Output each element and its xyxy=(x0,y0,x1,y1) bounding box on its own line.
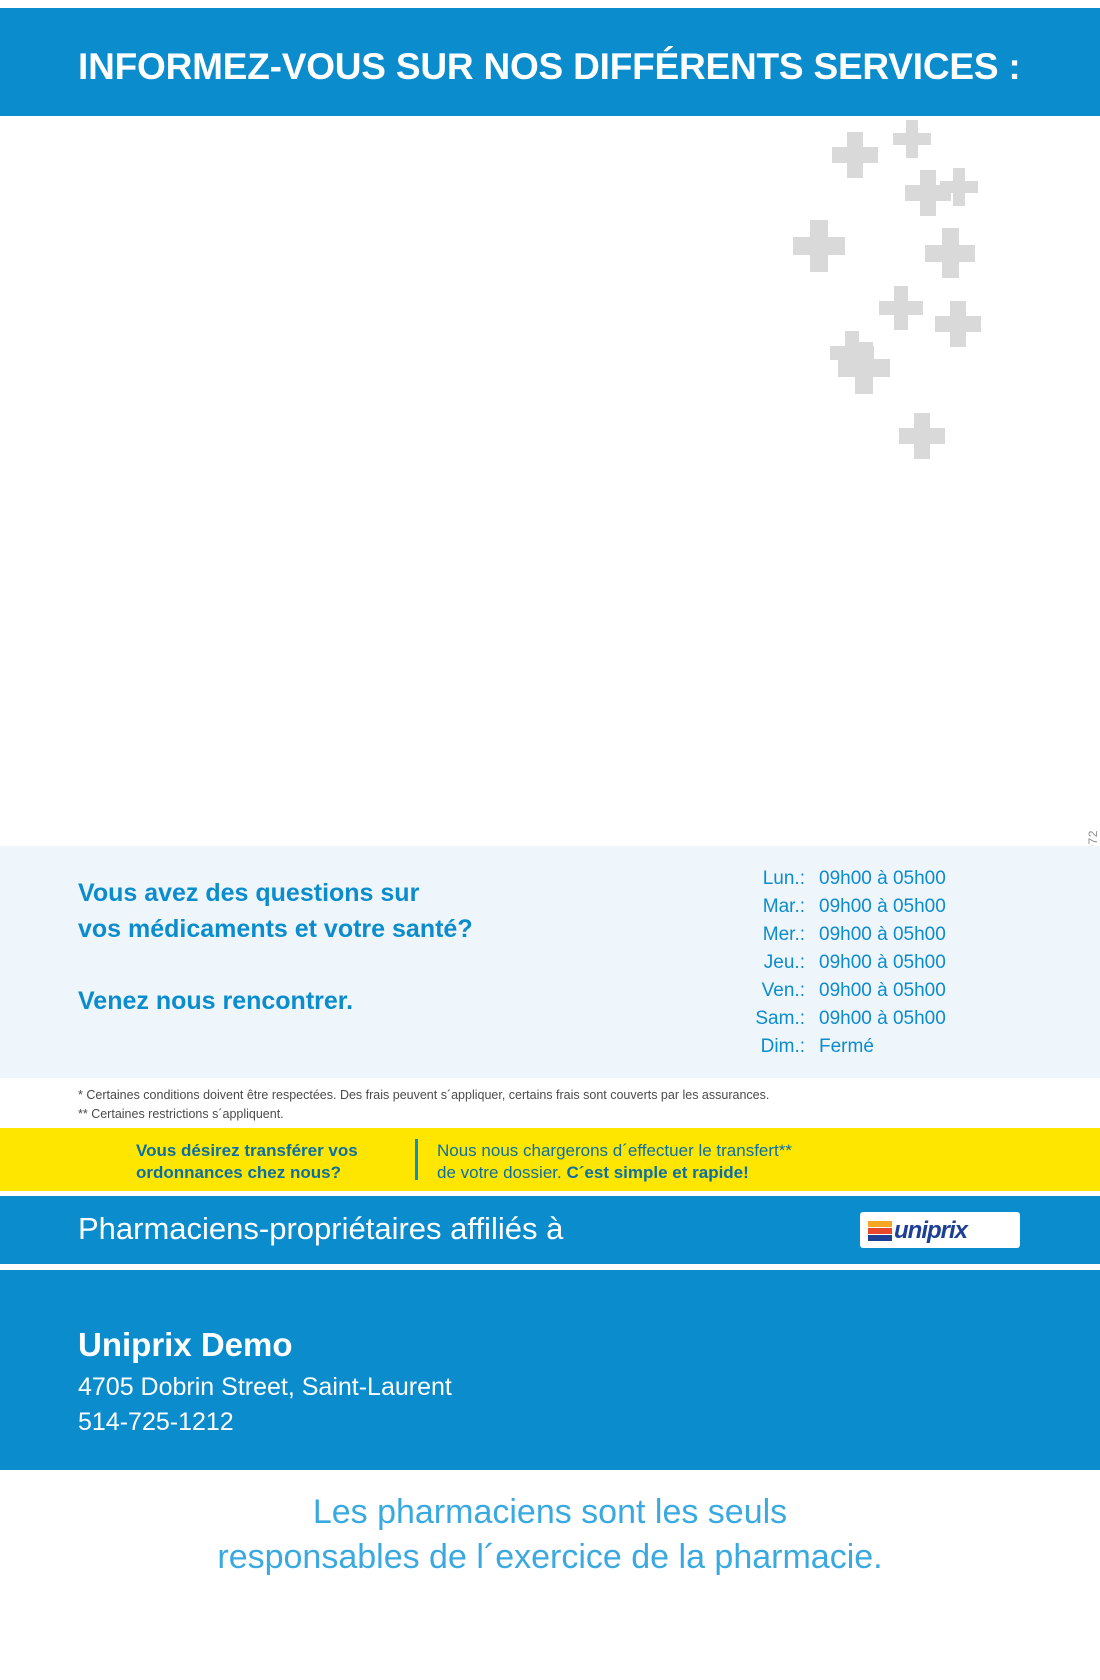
hours-day-label: Ven.: xyxy=(761,980,805,1001)
store-name: Uniprix Demo xyxy=(78,1326,293,1363)
transfer-answer xyxy=(437,1140,792,1184)
hours-day-value: 09h00 à 05h00 xyxy=(819,868,946,889)
hours-day-label: Mer.: xyxy=(762,924,805,945)
transfer-question-line-1: Vous désirez transférer vos xyxy=(136,1141,358,1160)
hours-day-label: Sam.: xyxy=(755,1008,805,1029)
hours-row xyxy=(735,896,1035,924)
transfer-answer-line-1: Nous nous chargerons d´effectuer le transfert** xyxy=(437,1141,792,1160)
decorative-cross-icon xyxy=(935,301,981,347)
header-banner xyxy=(0,8,1100,116)
hours-day-label: Jeu.: xyxy=(763,952,805,973)
hours-row xyxy=(735,952,1035,980)
hours-day-label: Lun.: xyxy=(762,868,805,889)
hours-row xyxy=(735,1008,1035,1036)
hours-row xyxy=(735,924,1035,952)
uniprix-logo xyxy=(860,1212,1020,1248)
hours-day-label: Mar.: xyxy=(762,896,805,917)
disclaimer-line-1: Les pharmaciens sont les seuls xyxy=(312,1493,788,1531)
affiliation-band xyxy=(0,1196,1100,1264)
decorative-cross-icon xyxy=(793,220,845,272)
questions-line-1: Vous avez des questions sur xyxy=(78,879,420,907)
hours-day-value: 09h00 à 05h00 xyxy=(819,1008,946,1029)
transfer-answer-bold: C´est simple et rapide! xyxy=(566,1163,749,1182)
hours-day-value: 09h00 à 05h00 xyxy=(819,924,946,945)
opening-hours-list xyxy=(735,868,1035,1064)
hours-day-value: 09h00 à 05h00 xyxy=(819,896,946,917)
hours-row xyxy=(735,1036,1035,1064)
questions-line-2: vos médicaments et votre santé? xyxy=(78,915,473,943)
decorative-cross-icon xyxy=(879,286,923,330)
page-title: INFORMEZ-VOUS SUR NOS DIFFÉRENTS SERVICES : xyxy=(78,46,1021,87)
transfer-answer-line-2 xyxy=(437,1162,792,1184)
hours-day-value: 09h00 à 05h00 xyxy=(819,952,946,973)
store-address: 4705 Dobrin Street, Saint-Laurent xyxy=(78,1373,452,1401)
hours-day-value: Fermé xyxy=(819,1036,874,1057)
decorative-cross-icon xyxy=(940,168,978,206)
decorative-cross-icon xyxy=(925,228,975,278)
footnote-line-2: ** Certaines restrictions s´appliquent. xyxy=(78,1107,284,1121)
decorative-cross-icon xyxy=(838,342,890,394)
decorative-cross-icon xyxy=(893,120,931,158)
questions-block xyxy=(78,875,473,1019)
store-phone: 514-725-1212 xyxy=(78,1408,234,1436)
affiliation-text: Pharmaciens-propriétaires affiliés à xyxy=(78,1211,564,1246)
transfer-answer-plain: de votre dossier. xyxy=(437,1163,567,1182)
hours-day-label: Dim.: xyxy=(760,1036,805,1057)
logo-bars-icon xyxy=(868,1221,892,1241)
decorative-cross-icon xyxy=(832,132,878,178)
transfer-band xyxy=(0,1128,1100,1191)
store-info-band xyxy=(0,1270,1100,1470)
transfer-question-line-2: ordonnances chez nous? xyxy=(136,1163,341,1182)
legal-disclaimer xyxy=(0,1490,1100,1580)
hours-row xyxy=(735,868,1035,896)
logo-wordmark: uniprix xyxy=(894,1217,968,1244)
questions-hours-band xyxy=(0,846,1100,1078)
hours-row xyxy=(735,980,1035,1008)
questions-line-3: Venez nous rencontrer. xyxy=(78,987,354,1015)
content-area xyxy=(0,116,1100,846)
hours-day-value: 09h00 à 05h00 xyxy=(819,980,946,1001)
transfer-question xyxy=(136,1140,406,1184)
decorative-cross-icon xyxy=(899,413,945,459)
footnote-line-1: * Certaines conditions doivent être respectées. Des frais peuvent s´appliquer, certains frais sont couverts par les assurances. xyxy=(78,1088,770,1102)
transfer-divider xyxy=(415,1139,418,1180)
disclaimer-line-2: responsables de l´exercice de la pharmacie. xyxy=(217,1538,883,1576)
footnotes xyxy=(78,1086,769,1124)
